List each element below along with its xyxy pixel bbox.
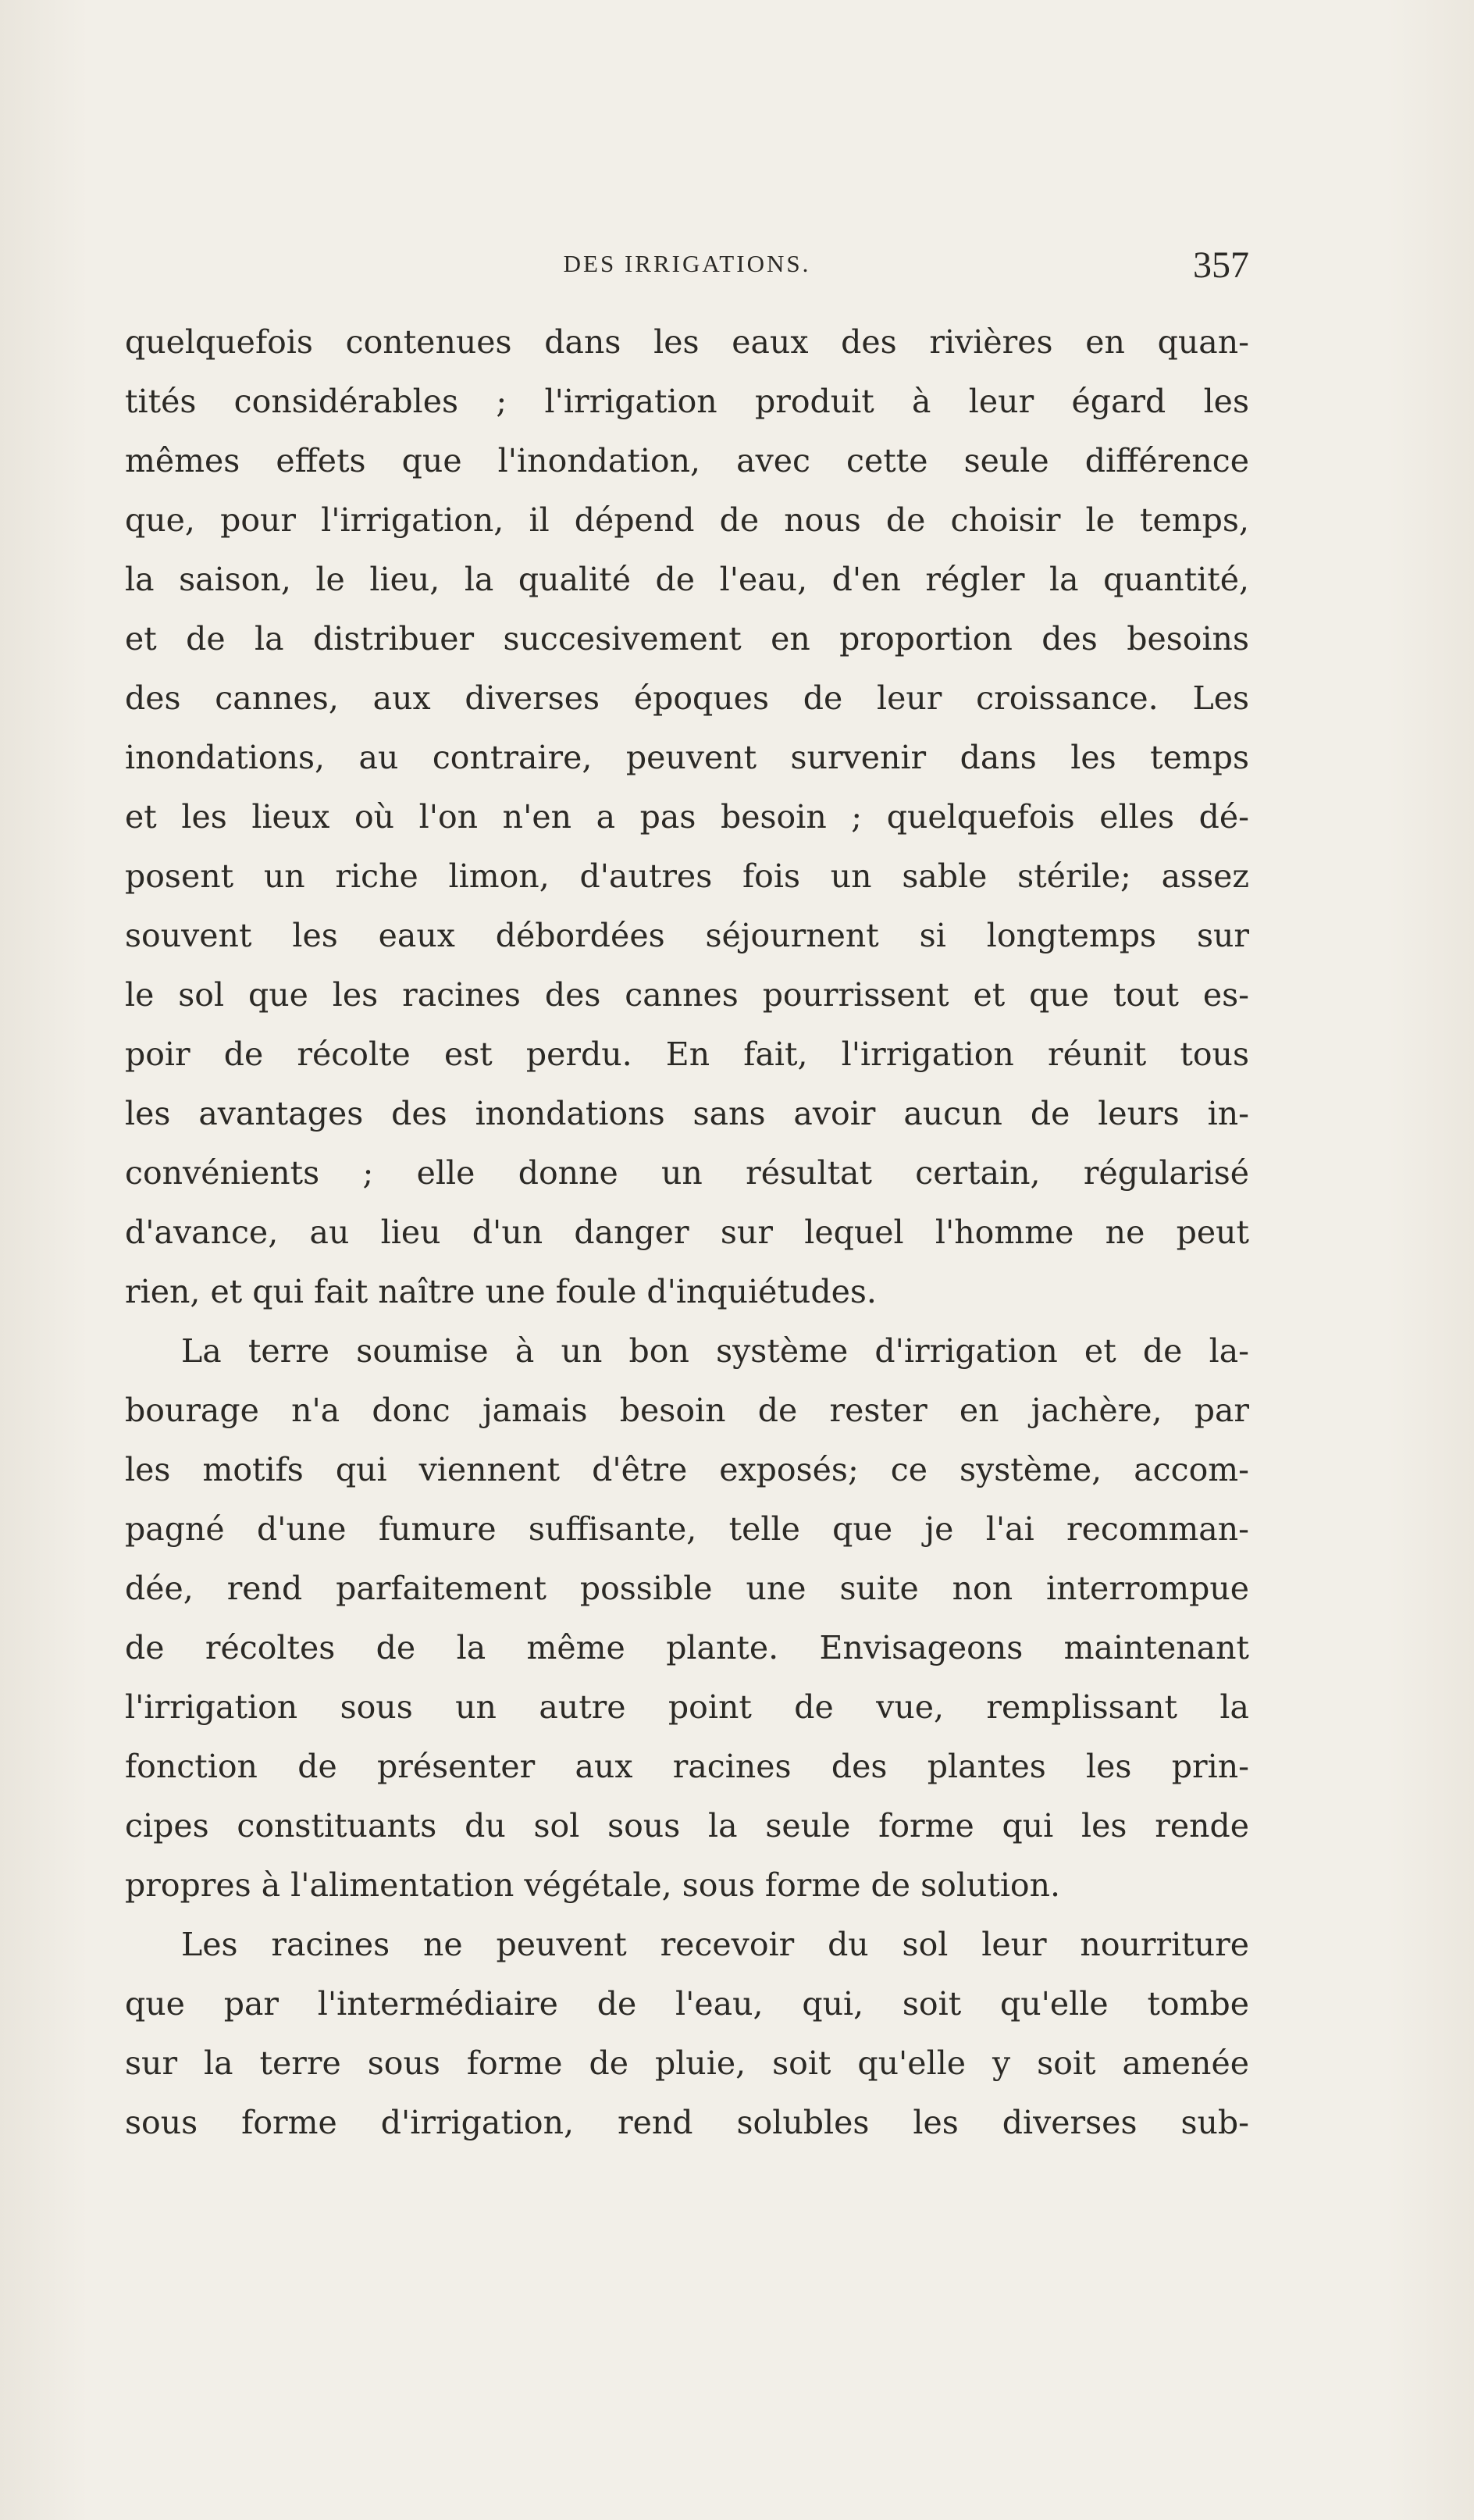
- running-title: DES IRRIGATIONS.: [563, 250, 811, 277]
- text-line: propres à l'alimentation végétale, sous forme de solution.: [125, 1866, 1061, 1904]
- text-line: rien, et qui fait naître une foule d'inquiétudes.: [125, 1273, 877, 1310]
- text-line: l'irrigation sous un autre point de vue, remplissant la: [125, 1688, 1249, 1726]
- text-line: Les racines ne peuvent recevoir du sol leur nourriture: [181, 1926, 1249, 1963]
- text-line: cipes constituants du sol sous la seule forme qui les rende: [125, 1807, 1249, 1845]
- text-line: des cannes, aux diverses époques de leur croissance. Les: [125, 679, 1249, 717]
- text-line: mêmes effets que l'inondation, avec cette seule différence: [125, 442, 1249, 479]
- text-line: sous forme d'irrigation, rend solubles les diverses sub-: [125, 2104, 1249, 2141]
- text-line: bourage n'a donc jamais besoin de rester en jachère, par: [125, 1392, 1249, 1429]
- text-line: convénients ; elle donne un résultat certain, régularisé: [125, 1154, 1249, 1192]
- text-line: et de la distribuer succesivement en proportion des besoins: [125, 620, 1249, 658]
- text-line: et les lieux où l'on n'en a pas besoin ; quelquefois elles dé-: [125, 798, 1249, 836]
- text-line: souvent les eaux débordées séjournent si longtemps sur: [125, 917, 1249, 954]
- text-line: que, pour l'irrigation, il dépend de nous de choisir le temps,: [125, 501, 1249, 539]
- text-line: les avantages des inondations sans avoir aucun de leurs in-: [125, 1095, 1249, 1132]
- text-line: d'avance, au lieu d'un danger sur lequel l'homme ne peut: [125, 1214, 1249, 1251]
- text-line: dée, rend parfaitement possible une suite non interrompue: [125, 1570, 1249, 1607]
- running-head: [125, 244, 1249, 290]
- text-line: posent un riche limon, d'autres fois un sable stérile; assez: [125, 857, 1249, 895]
- text-line: pagné d'une fumure suffisante, telle que je l'ai recomman-: [125, 1510, 1249, 1548]
- text-line: inondations, au contraire, peuvent survenir dans les temps: [125, 739, 1249, 776]
- text-line: quelquefois contenues dans les eaux des rivières en quan-: [125, 323, 1249, 361]
- page-number: 357: [1193, 244, 1249, 286]
- text-line: que par l'intermédiaire de l'eau, qui, soit qu'elle tombe: [125, 1985, 1249, 2023]
- text-line: sur la terre sous forme de pluie, soit qu'elle y soit amenée: [125, 2044, 1249, 2082]
- text-line: poir de récolte est perdu. En fait, l'irrigation réunit tous: [125, 1035, 1249, 1073]
- text-line: le sol que les racines des cannes pourrissent et que tout es-: [125, 976, 1249, 1014]
- text-line: la saison, le lieu, la qualité de l'eau, d'en régler la quantité,: [125, 561, 1249, 598]
- body-text: [125, 312, 1249, 2152]
- text-line: fonction de présenter aux racines des plantes les prin-: [125, 1748, 1249, 1785]
- text-line: de récoltes de la même plante. Envisageons maintenant: [125, 1629, 1249, 1666]
- text-line: les motifs qui viennent d'être exposés; ce système, accom-: [125, 1451, 1249, 1488]
- text-line: La terre soumise à un bon système d'irrigation et de la-: [181, 1332, 1249, 1370]
- text-line: tités considérables ; l'irrigation produit à leur égard les: [125, 383, 1249, 420]
